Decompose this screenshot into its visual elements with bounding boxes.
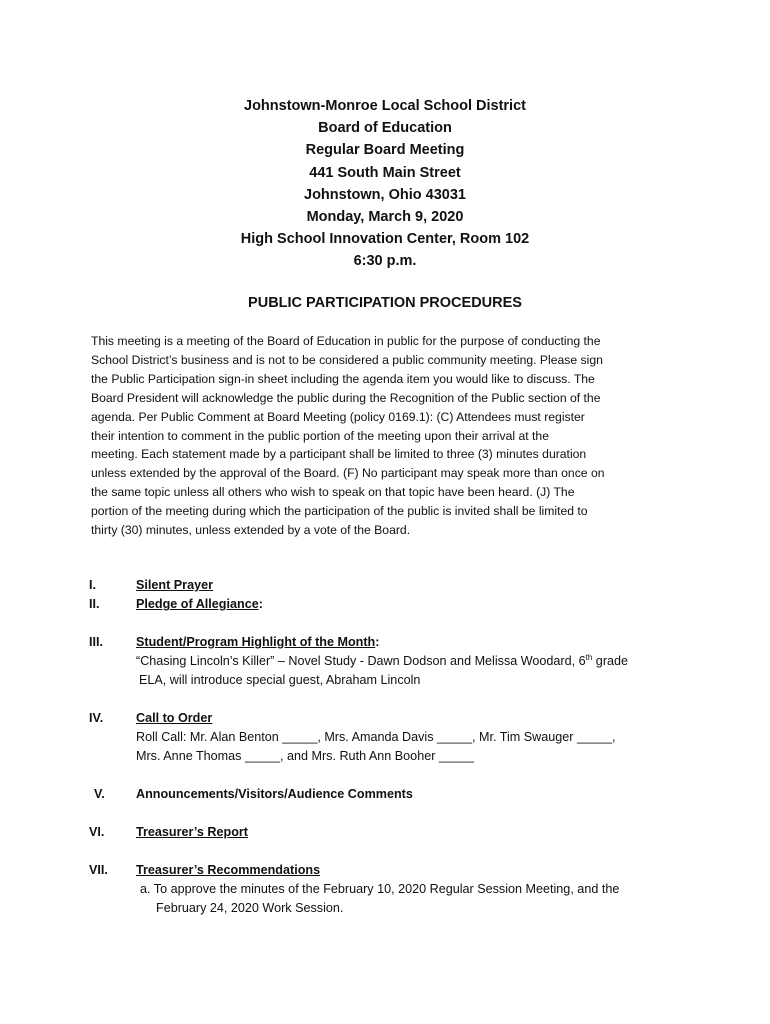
district-name: Johnstown-Monroe Local School District bbox=[244, 98, 526, 114]
agenda-number: VI. bbox=[89, 825, 105, 839]
intro-line: their intention to comment in the public portion of the meeting upon their arrival at the bbox=[91, 428, 549, 443]
highlight-grade: grade bbox=[592, 653, 629, 668]
meeting-header bbox=[0, 95, 770, 273]
agenda-title-suffix: : bbox=[258, 597, 263, 611]
agenda-number: I. bbox=[89, 578, 96, 592]
intro-line: This meeting is a meeting of the Board of Education in public for the purpose of conducting the bbox=[91, 334, 601, 348]
roll-call-line-2: Mrs. Anne Thomas _____, and Mrs. Ruth Ann Booher _____ bbox=[136, 748, 474, 763]
agenda-number: V. bbox=[94, 787, 105, 801]
agenda-title: Silent Prayer bbox=[136, 578, 214, 592]
recommendation-a: a. To approve the minutes of the February 10, 2020 Regular Session Meeting, and the bbox=[140, 881, 620, 896]
agenda-title: Pledge of Allegiance bbox=[136, 597, 259, 611]
ordinal-suffix: th bbox=[585, 652, 593, 662]
highlight-detail-line bbox=[136, 652, 696, 671]
intro-line: Board President will acknowledge the public during the Recognition of the Public section of the bbox=[91, 390, 601, 405]
meeting-location: High School Innovation Center, Room 102 bbox=[240, 231, 530, 248]
agenda-title: Announcements/Visitors/Audience Comments bbox=[136, 787, 413, 801]
agenda-number: II. bbox=[89, 597, 100, 611]
city-state-zip: Johnstown, Ohio 43031 bbox=[304, 186, 466, 203]
board-name: Board of Education bbox=[318, 120, 452, 137]
recommendation-a-cont: February 24, 2020 Work Session. bbox=[156, 900, 344, 915]
intro-line: agenda. Per Public Comment at Board Meeting (policy 0169.1): (C) Attendees must register bbox=[91, 409, 585, 424]
meeting-type: Regular Board Meeting bbox=[305, 142, 465, 159]
agenda-number: III. bbox=[89, 635, 103, 649]
agenda-number: IV. bbox=[89, 711, 104, 725]
intro-line: thirty (30) minutes, unless extended by a vote of the Board. bbox=[91, 523, 411, 538]
agenda-number: VII. bbox=[89, 863, 108, 877]
highlight-detail-line-2: ELA, will introduce special guest, Abraham Lincoln bbox=[139, 672, 421, 687]
agenda-title: Treasurer’s Recommendations bbox=[136, 863, 321, 877]
intro-line: unless extended by the approval of the Board. (F) No participant may speak more than once on bbox=[91, 466, 605, 481]
intro-line: meeting. Each statement made by a participant shall be limited to three (3) minutes duration bbox=[91, 447, 587, 462]
intro-line: School District’s business and is not to be considered a public community meeting. Please sign bbox=[91, 352, 603, 367]
intro-paragraph bbox=[91, 332, 691, 540]
street-address: 441 South Main Street bbox=[309, 164, 461, 181]
highlight-description: “Chasing Lincoln’s Killer” – Novel Study - Dawn Dodson and Melissa Woodard, 6 bbox=[136, 653, 586, 668]
meeting-time: 6:30 p.m. bbox=[353, 253, 417, 270]
meeting-date: Monday, March 9, 2020 bbox=[306, 209, 464, 226]
intro-line: the Public Participation sign-in sheet including the agenda item you would like to discuss. The bbox=[91, 371, 595, 386]
intro-line: the same topic unless all others who wish to speak on that topic have been heard. (J) The bbox=[91, 485, 575, 500]
agenda-title: Treasurer’s Report bbox=[136, 825, 248, 839]
roll-call-line: Roll Call: Mr. Alan Benton _____, Mrs. Amanda Davis _____, Mr. Tim Swauger _____, bbox=[136, 729, 616, 744]
intro-line: portion of the meeting during which the participation of the public is invited shall be limited to bbox=[91, 504, 588, 519]
agenda-title: Student/Program Highlight of the Month bbox=[136, 635, 376, 649]
section-title: PUBLIC PARTICIPATION PROCEDURES bbox=[248, 295, 522, 311]
agenda-title: Call to Order bbox=[136, 711, 213, 725]
agenda-title-suffix: : bbox=[375, 635, 380, 649]
